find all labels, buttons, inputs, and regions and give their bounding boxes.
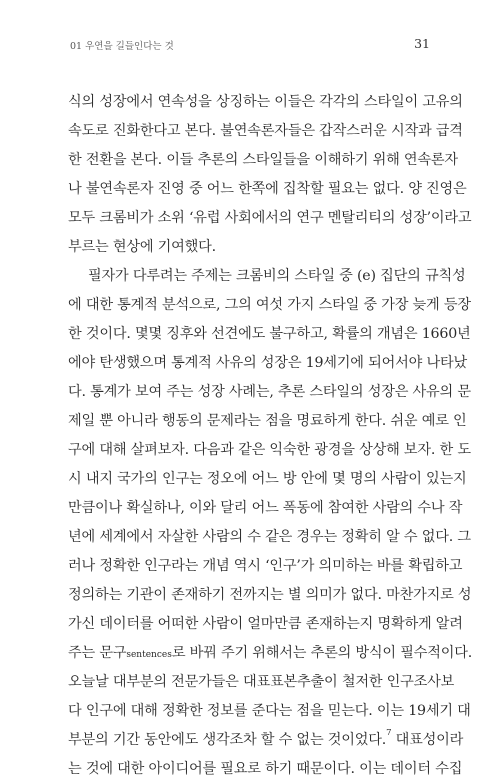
text-line: 에 대한 통계적 분석으로, 그의 여섯 가지 스타일 중 가장 늦게 등장 (68, 297, 471, 313)
text-line: 제일 뿐 아니라 행동의 문제라는 점을 명료하게 한다. 쉬운 예로 인 (68, 413, 467, 429)
chapter-title: 01 우연을 길들인다는 것 (70, 41, 174, 52)
text-line (68, 726, 464, 755)
text-segment: 주는 문구 (68, 645, 127, 661)
english-gloss: sentences (126, 650, 172, 660)
text-line (68, 639, 473, 668)
text-line: 한 것이다. 몇몇 징후와 선견에도 불구하고, 확률의 개념은 1660년 (68, 326, 471, 342)
text-line: 오늘날 대부분의 전문가들은 대표표본추출이 철저한 인구조사보 (68, 674, 455, 690)
text-line: 가신 데이터를 어떠한 사람이 얼마만큼 존재하는지 명확하게 알려 (68, 616, 463, 632)
page-number: 31 (414, 36, 430, 51)
text-line: 시 내지 국가의 인구는 정오에 어느 방 안에 몇 명의 사람이 있는지 (68, 471, 467, 487)
text-line: 나 불연속론자 진영 중 어느 한쪽에 집착할 필요는 없다. 양 진영은 (68, 181, 467, 197)
body-text (68, 88, 473, 784)
text-line: 식의 성장에서 연속성을 상징하는 이들은 각각의 스타일이 고유의 (68, 94, 463, 110)
text-line: 구에 대해 살펴보자. 다음과 같은 익숙한 광경을 상상해 보자. 한 도 (68, 442, 471, 458)
running-header (70, 36, 430, 54)
text-line: 속도로 진화한다고 본다. 불연속론자들은 갑작스러운 시작과 급격 (68, 123, 463, 139)
paragraph-2 (68, 262, 473, 784)
text-line: 다 인구에 대해 정확한 정보를 준다는 점을 믿는다. 이는 19세기 대 (68, 703, 471, 719)
text-line: 한 전환을 본다. 이들 추론의 스타일들을 이해하기 위해 연속론자 (68, 152, 458, 168)
text-line: 는 것에 대한 아이디어를 필요로 하기 때문이다. 이는 데이터 수집 (68, 761, 463, 777)
text-line: 에야 탄생했으며 통계적 사유의 성장은 19세기에 되어서야 나타났 (68, 355, 467, 371)
text-segment: 대표성이라 (391, 732, 464, 748)
text-line: 러나 정확한 인구라는 개념 역시 ‘인구’가 의미하는 바를 확립하고 (68, 558, 463, 574)
text-line: 모두 크롬비가 소위 ‘유럽 사회에서의 연구 멘탈리티의 성장’이라고 (68, 210, 472, 226)
footnote-marker[interactable]: 7 (386, 728, 392, 739)
text-line: 필자가 다루려는 주제는 크롬비의 스타일 중 (e) 집단의 규칙성 (88, 268, 466, 284)
text-line: 정의하는 기관이 존재하기 전까지는 별 의미가 없다. 마찬가지로 성 (68, 587, 472, 603)
text-segment: 부분의 기간 동안에도 생각조차 할 수 없는 것이었다. (68, 732, 387, 748)
text-line: 년에 세계에서 자살한 사람의 수 같은 경우는 정확히 알 수 없다. 그 (68, 529, 471, 545)
text-line: 부르는 현상에 기여했다. (68, 239, 216, 255)
text-line: 다. 통계가 보여 주는 성장 사례는, 추론 스타일의 성장은 사유의 문 (68, 384, 471, 400)
text-segment: 로 바꿔 주기 위해서는 추론의 방식이 필수적이다. (171, 645, 473, 661)
text-line: 만큼이나 확실하나, 이와 달리 어느 폭동에 참여한 사람의 수나 작 (68, 500, 463, 516)
paragraph-1 (68, 88, 472, 262)
